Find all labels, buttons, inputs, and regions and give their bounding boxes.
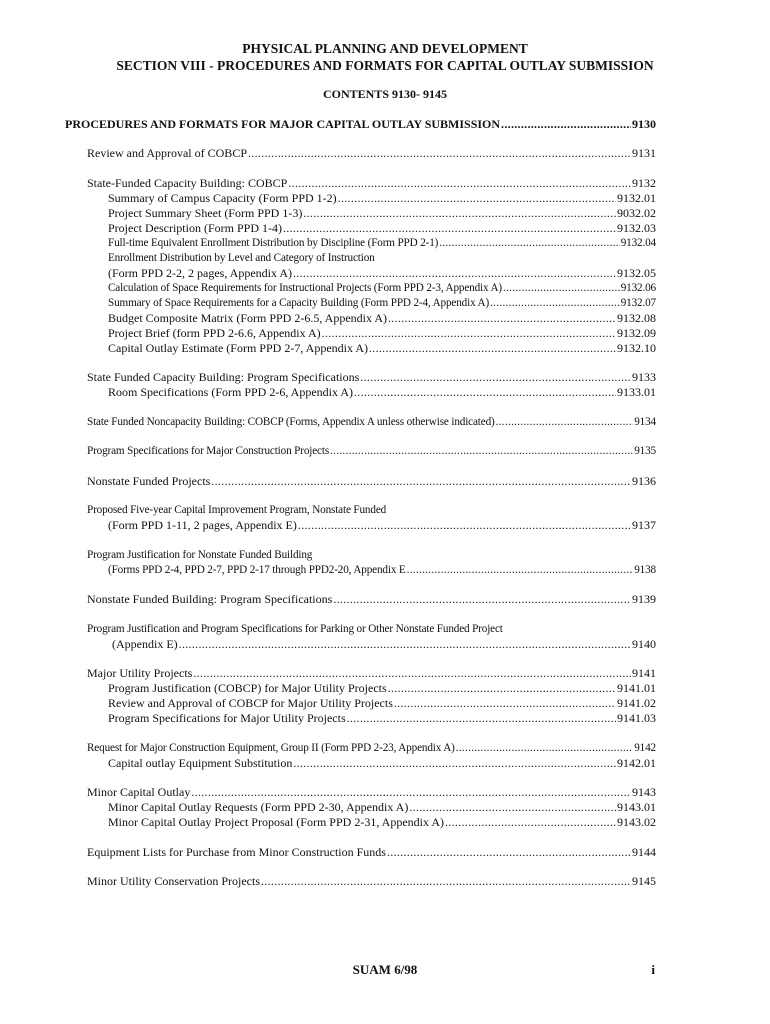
dot-leader <box>409 800 616 815</box>
toc-entry <box>87 741 656 756</box>
table-of-contents <box>87 146 656 904</box>
footer-label: SUAM 6/98 <box>352 962 418 977</box>
toc-main-entry <box>65 117 656 132</box>
toc-entry-page: 9136 <box>632 473 656 488</box>
toc-entry-title: Program Specifications for Major Utility Projects <box>108 711 346 725</box>
toc-entry-page: 9135 <box>634 445 656 457</box>
toc-group <box>87 592 656 607</box>
document-header <box>0 40 770 103</box>
toc-entry-title: Request for Major Construction Equipment, Group II (Form PPD 2-23, Appendix A) <box>87 741 455 754</box>
toc-entry-title: Minor Capital Outlay Requests (Form PPD 2-30, Appendix A) <box>108 800 409 814</box>
toc-entry <box>87 503 656 518</box>
toc-group <box>87 146 656 161</box>
toc-subentry <box>87 815 656 830</box>
toc-entry-title: Full-time Equivalent Enrollment Distribution by Discipline (Form PPD 2-1) <box>108 236 439 249</box>
dot-leader <box>369 341 616 356</box>
toc-entry-title: (Form PPD 2-2, 2 pages, Appendix A) <box>108 265 292 280</box>
toc-entry-page: 9132.03 <box>617 220 656 235</box>
toc-group <box>87 444 656 459</box>
toc-group <box>87 548 656 578</box>
toc-entry-page: 9141.02 <box>617 696 656 710</box>
dot-leader <box>388 311 616 326</box>
header-section-title: SECTION VIII - PROCEDURES AND FORMATS FOR CAPITAL OUTLAY SUBMISSION <box>116 58 654 73</box>
toc-group <box>87 741 656 771</box>
toc-group <box>87 370 656 400</box>
toc-entry-continuation <box>87 518 656 533</box>
dot-leader <box>293 266 616 281</box>
toc-entry-page: 9142 <box>634 741 656 754</box>
dot-leader <box>293 756 616 771</box>
toc-entry <box>87 415 656 430</box>
dot-leader <box>288 176 631 191</box>
dot-leader <box>261 874 631 889</box>
dot-leader <box>338 191 616 206</box>
dot-leader <box>407 563 634 578</box>
toc-entry-page: 9133 <box>632 370 656 384</box>
toc-entry-title: Room Specifications (Form PPD 2-6, Appendix A) <box>108 385 353 399</box>
dot-leader <box>456 741 634 756</box>
dot-leader <box>501 117 631 132</box>
dot-leader <box>439 236 619 251</box>
toc-entry-page: 9132.05 <box>617 265 656 280</box>
toc-group <box>87 176 656 356</box>
dot-leader <box>387 845 631 860</box>
header-title: PHYSICAL PLANNING AND DEVELOPMENT <box>242 41 528 56</box>
toc-entry-page: 9132.01 <box>617 190 656 205</box>
toc-entry-page: 9139 <box>632 592 656 606</box>
toc-entry-title: Capital Outlay Estimate (Form PPD 2-7, Appendix A) <box>108 340 368 355</box>
page-number: i <box>651 962 655 977</box>
toc-subentry <box>87 191 656 206</box>
toc-entry-title: Equipment Lists for Purchase from Minor Construction Funds <box>87 844 386 859</box>
toc-entry-title: Program Specifications for Major Construction Projects <box>87 445 330 457</box>
toc-subentry <box>87 296 656 311</box>
toc-entry <box>87 146 656 161</box>
toc-subentry <box>87 236 656 251</box>
toc-entry-title: Minor Capital Outlay Project Proposal (Form PPD 2-31, Appendix A) <box>108 815 444 829</box>
toc-entry-title: Program Justification for Nonstate Funded Building <box>87 548 313 561</box>
dot-leader <box>503 281 620 296</box>
toc-subentry <box>87 251 656 266</box>
dot-leader <box>211 474 631 489</box>
toc-entry <box>87 548 656 563</box>
toc-entry-title: Proposed Five-year Capital Improvement Program, Nonstate Funded <box>87 504 387 516</box>
toc-group <box>87 874 656 889</box>
toc-entry-title: Summary of Campus Capacity (Form PPD 1-2) <box>108 190 337 205</box>
toc-main-entry-title: PROCEDURES AND FORMATS FOR MAJOR CAPITAL OUTLAY SUBMISSION <box>65 117 501 131</box>
toc-entry-continuation <box>87 563 656 578</box>
toc-entry-page: 9144 <box>632 844 656 859</box>
toc-entry <box>87 874 656 889</box>
dot-leader <box>283 221 616 236</box>
toc-group <box>87 622 656 652</box>
toc-entry-title: (Appendix E) <box>112 636 178 651</box>
toc-entry-page: 9132.08 <box>617 310 656 325</box>
toc-entry-page: 9132.04 <box>620 236 656 249</box>
toc-entry-page: 9143.01 <box>617 800 656 814</box>
toc-entry-page: 9132.09 <box>617 325 656 340</box>
toc-subentry <box>87 221 656 236</box>
toc-entry-page: 9141 <box>632 666 656 680</box>
dot-leader <box>445 815 616 830</box>
toc-entry-title: State Funded Noncapacity Building: COBCP (Forms, Appendix A unless otherwise indicated) <box>87 415 495 428</box>
toc-entry-title: Major Utility Projects <box>87 666 193 680</box>
toc-entry-page: 9142.01 <box>617 755 656 770</box>
toc-main-entry-page: 9130 <box>632 117 656 131</box>
toc-entry-title: Project Description (Form PPD 1-4) <box>108 220 282 235</box>
dot-leader <box>179 637 631 652</box>
toc-subentry <box>87 711 656 726</box>
dot-leader <box>330 444 633 459</box>
dot-leader <box>496 415 634 430</box>
toc-entry-page: 9133.01 <box>617 385 656 399</box>
toc-entry-title: Minor Capital Outlay <box>87 785 191 799</box>
toc-entry-page: 9141.03 <box>617 711 656 725</box>
toc-entry-title: (Forms PPD 2-4, PPD 2-7, PPD 2-17 through PPD2-20, Appendix E <box>108 563 406 576</box>
dot-leader <box>388 681 616 696</box>
toc-entry-title: Nonstate Funded Projects <box>87 473 211 488</box>
toc-entry <box>87 370 656 385</box>
toc-entry-title: Review and Approval of COBCP <box>87 146 247 160</box>
dot-leader <box>303 206 616 221</box>
toc-entry-title: Project Brief (form PPD 2-6.6, Appendix A) <box>108 325 321 340</box>
toc-entry <box>87 666 656 681</box>
dot-leader <box>193 666 631 681</box>
contents-range: CONTENTS 9130- 9145 <box>322 87 447 101</box>
toc-entry-title: Nonstate Funded Building: Program Specifications <box>87 592 333 606</box>
toc-group <box>87 785 656 830</box>
toc-subentry <box>87 206 656 221</box>
toc-entry-continuation <box>87 637 656 652</box>
toc-subentry <box>87 756 656 771</box>
toc-entry-page: 9134 <box>634 415 656 428</box>
dot-leader <box>347 711 616 726</box>
toc-entry-page: 9141.01 <box>617 681 656 695</box>
toc-entry <box>87 592 656 607</box>
dot-leader <box>333 592 631 607</box>
toc-entry-page: 9140 <box>632 636 656 651</box>
toc-entry <box>87 474 656 489</box>
toc-subentry <box>87 385 656 400</box>
toc-entry-title: Review and Approval of COBCP for Major Utility Projects <box>108 696 393 710</box>
dot-leader <box>490 296 620 311</box>
toc-entry <box>87 785 656 800</box>
toc-entry <box>87 845 656 860</box>
toc-entry <box>87 176 656 191</box>
toc-subentry <box>87 266 656 281</box>
toc-entry-page: 9138 <box>634 563 656 576</box>
toc-entry-title: Capital outlay Equipment Substitution <box>108 755 293 770</box>
toc-entry-page: 9131 <box>632 146 656 160</box>
toc-entry-title: Budget Composite Matrix (Form PPD 2-6.5, Appendix A) <box>108 310 387 325</box>
toc-group <box>87 503 656 533</box>
toc-subentry <box>87 281 656 296</box>
toc-entry-title: State Funded Capacity Building: Program Specifications <box>87 370 360 384</box>
toc-subentry <box>87 311 656 326</box>
dot-leader <box>298 518 631 533</box>
dot-leader <box>354 385 616 400</box>
toc-subentry <box>87 681 656 696</box>
dot-leader <box>248 146 631 161</box>
toc-entry-page: 9137 <box>632 518 656 532</box>
dot-leader <box>394 696 616 711</box>
dot-leader <box>322 326 616 341</box>
toc-entry <box>87 444 656 459</box>
toc-group <box>87 666 656 726</box>
toc-entry-page: 9132.06 <box>620 281 656 294</box>
toc-group <box>87 845 656 860</box>
toc-entry-title: State-Funded Capacity Building: COBCP <box>87 175 288 190</box>
toc-entry-title: (Form PPD 1-11, 2 pages, Appendix E) <box>108 518 297 532</box>
toc-subentry <box>87 341 656 356</box>
toc-group <box>87 474 656 489</box>
toc-entry-page: 9032.02 <box>617 205 656 220</box>
toc-entry-title: Calculation of Space Requirements for Instructional Projects (Form PPD 2-3, Appendix A) <box>108 281 502 294</box>
toc-entry <box>87 622 656 637</box>
toc-subentry <box>87 696 656 711</box>
toc-entry-page: 9132.10 <box>617 340 656 355</box>
toc-entry-title: Enrollment Distribution by Level and Category of Instruction <box>108 251 375 264</box>
toc-entry-title: Summary of Space Requirements for a Capacity Building (Form PPD 2-4, Appendix A) <box>108 296 490 309</box>
toc-entry-title: Program Justification and Program Specifications for Parking or Other Nonstate Funded Project <box>87 622 503 635</box>
toc-subentry <box>87 326 656 341</box>
toc-entry-page: 9143 <box>632 785 656 799</box>
toc-subentry <box>87 800 656 815</box>
toc-entry-title: Project Summary Sheet (Form PPD 1-3) <box>108 205 303 220</box>
toc-entry-page: 9145 <box>632 874 656 888</box>
toc-entry-page: 9132 <box>632 175 656 190</box>
dot-leader <box>360 370 631 385</box>
toc-entry-page: 9132.07 <box>620 296 656 309</box>
toc-entry-title: Program Justification (COBCP) for Major Utility Projects <box>108 681 387 695</box>
toc-entry-page: 9143.02 <box>617 815 656 829</box>
dot-leader <box>191 785 631 800</box>
toc-entry-title: Minor Utility Conservation Projects <box>87 874 260 888</box>
toc-group <box>87 415 656 430</box>
